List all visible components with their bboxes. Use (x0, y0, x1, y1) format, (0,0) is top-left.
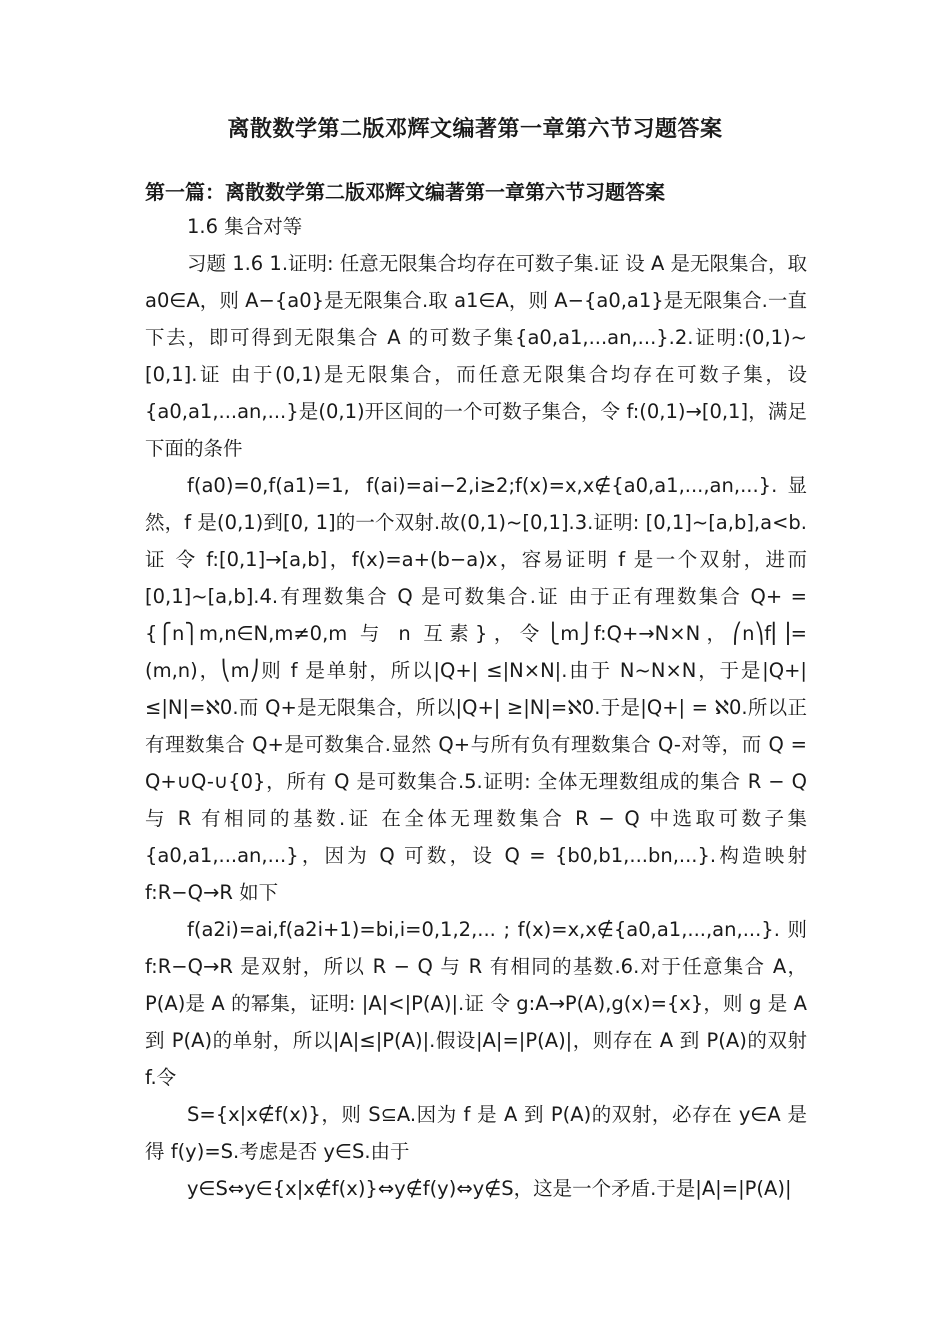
paragraph: f(a2i)=ai,f(a2i+1)=bi,i=0,1,2,... ; f(x)=x,x∉{a0,a1,...,an,...}. 则 f:R−Q→R 是双射，所以 R − Q 与 R 有相同的基数.6.对于任意集合 A，P(A)是 A 的幂集，证明: |A|<|P(A)|.证 令 g:A→P(A),g(x)={x}，则 g 是 A 到 P(A)的单射，所以|A|≤|P(A)|.假设|A|=|P(A)|，则存在 A 到 P(A)的双射 f.令 (145, 918, 807, 1089)
section-heading: 第一篇：离散数学第二版邓辉文编著第一章第六节习题答案 (145, 180, 665, 204)
paragraph: y∈S⇔y∈{x|x∉f(x)}⇔y∉f(y)⇔y∉S，这是一个矛盾.于是|A|=|P(A)| (187, 1177, 792, 1200)
paragraph: S={x|x∉f(x)}，则 S⊆A.因为 f 是 A 到 P(A)的双射，必存在 y∈A 是得 f(y)=S.考虑是否 y∈S.由于 (145, 1103, 807, 1163)
subsection-heading: 1.6 集合对等 (187, 215, 303, 238)
paragraph: f(a0)=0,f(a1)=1, f(ai)=ai−2,i≥2;f(x)=x,x∉{a0,a1,...,an,...}.显然，f 是(0,1)到[0, 1]的一个双射.故(0,1)~[0,1].3.证明: [0,1]~[a,b],a<b.证 令 f:[0,1]→[a,b]，f(x)=a+(b−a)x，容易证明 f 是一个双射，进而[0,1]~[a,b].4.有理数集合 Q 是可数集合.证 由于正有理数集合 Q+ = {⎧n⎫m,n∈N,m≠0,m 与 n 互素}，令⎩m⎭f:Q+→N×N，⎛n⎞f⎜⎟=(m,n)，⎝m⎠则 f 是单射，所以|Q+| ≤|N×N|.由于 N~N×N，于是|Q+| ≤|N|=ℵ0.而 Q+是无限集合，所以|Q+| ≥|N|=ℵ0.于是|Q+| = ℵ0.所以正有理数集合 Q+是可数集合.显然 Q+与所有负有理数集合 Q-对等，而 Q = Q+∪Q-∪{0}，所有 Q 是可数集合.5.证明: 全体无理数组成的集合 R − Q 与 R 有相同的基数.证 在全体无理数集合 R − Q 中选取可数子集{a0,a1,...an,...}，因为 Q 可数，设 Q = {b0,b1,...bn,...}.构造映射 f:R−Q→R 如下 (145, 474, 807, 904)
document-title: 离散数学第二版邓辉文编著第一章第六节习题答案 (227, 117, 723, 142)
paragraph: 习题 1.6 1.证明: 任意无限集合均存在可数子集.证 设 A 是无限集合，取 a0∈A，则 A−{a0}是无限集合.取 a1∈A，则 A−{a0,a1}是无限集合.一直下去，即可得到无限集合 A 的可数子集{a0,a1,...an,...}.2.证明:(0,1)~[0,1].证 由于(0,1)是无限集合，而任意无限集合均存在可数子集，设{a0,a1,...an,...}是(0,1)开区间的一个可数子集合，令 f:(0,1)→[0,1]，满足下面的条件 (145, 252, 807, 460)
document-body (145, 208, 807, 1207)
